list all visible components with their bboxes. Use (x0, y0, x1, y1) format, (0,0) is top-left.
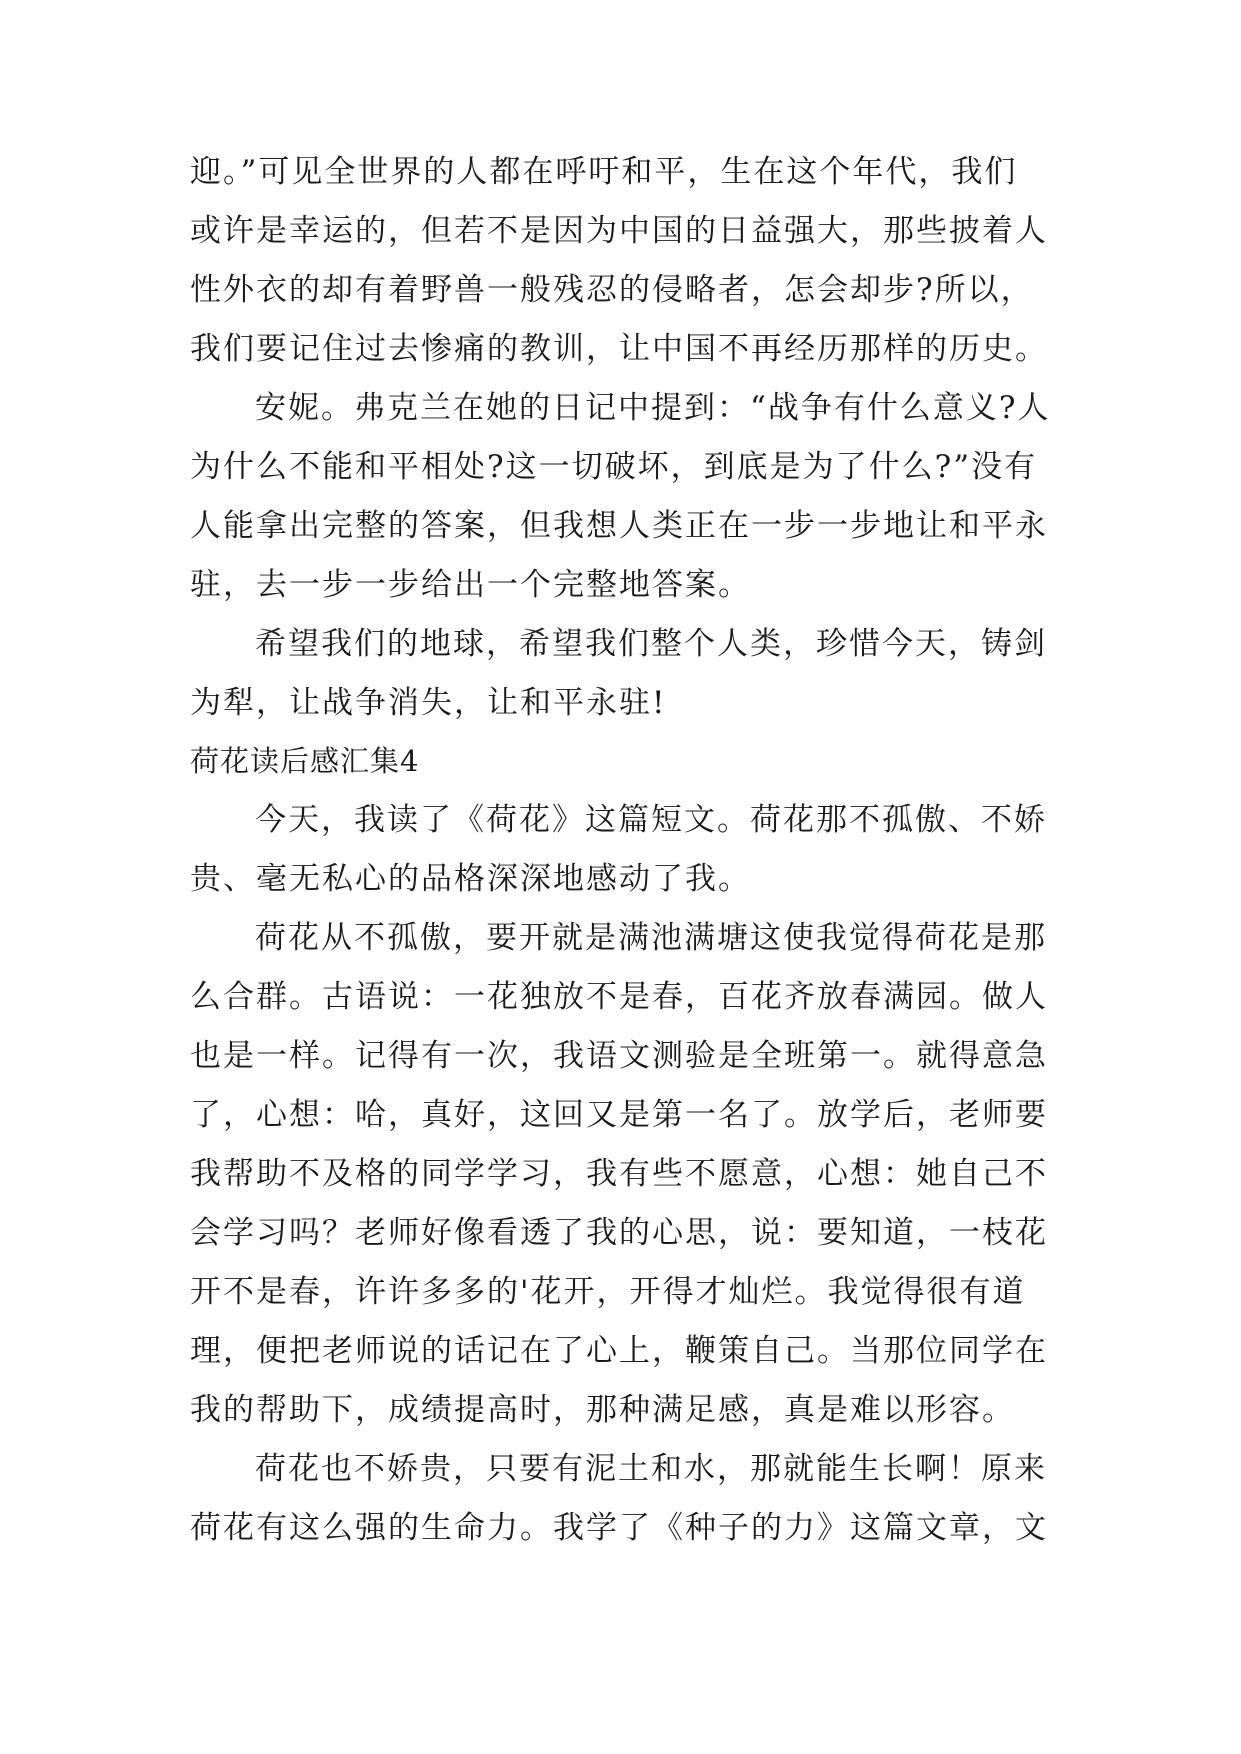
body-text-line: 荷花有这么强的生命力。我学了《种子的力》这篇文章，文 (190, 1510, 1048, 1546)
body-text-line: 理，便把老师说的话记在了心上，鞭策自己。当那位同学在 (190, 1333, 1048, 1369)
body-text-line: 希望我们的地球，希望我们整个人类，珍惜今天，铸剑 (255, 626, 1047, 662)
body-text-line: 性外衣的却有着野兽一般残忍的侵略者，怎会却步?所以， (190, 272, 1034, 308)
body-text-line: 安妮。弗克兰在她的日记中提到：“战争有什么意义?人 (255, 390, 1051, 426)
body-text-line: 为犁，让战争消失，让和平永驻! (190, 685, 667, 721)
body-text-line: 了，心想：哈，真好，这回又是第一名了。放学后，老师要 (190, 1097, 1048, 1133)
body-text-line: 也是一样。记得有一次，我语文测验是全班第一。就得意急 (190, 1038, 1048, 1074)
body-text-line: 或许是幸运的，但若不是因为中国的日益强大，那些披着人 (190, 213, 1048, 249)
body-text-line: 么合群。古语说：一花独放不是春，百花齐放春满园。做人 (190, 979, 1048, 1015)
body-text-line: 今天，我读了《荷花》这篇短文。荷花那不孤傲、不娇 (255, 802, 1047, 838)
body-text-line: 荷花从不孤傲，要开就是满池满塘这使我觉得荷花是那 (255, 920, 1047, 956)
body-text-line: 开不是春，许许多多的'花开，开得才灿烂。我觉得很有道 (190, 1274, 1026, 1310)
body-text-line: 荷花也不娇贵，只要有泥土和水，那就能生长啊！原来 (255, 1451, 1047, 1487)
body-text-line: 驻，去一步一步给出一个完整地答案。 (190, 567, 751, 603)
body-text-line: 会学习吗？老师好像看透了我的心思，说：要知道，一枝花 (190, 1215, 1048, 1251)
body-text-line: 贵、毫无私心的品格深深地感动了我。 (190, 861, 751, 897)
body-text-line: 我们要记住过去惨痛的教训，让中国不再经历那样的历史。 (190, 331, 1048, 367)
body-text-line: 我帮助不及格的同学学习，我有些不愿意，心想：她自己不 (190, 1156, 1048, 1192)
body-text-line: 我的帮助下，成绩提高时，那种满足感，真是难以形容。 (190, 1392, 1015, 1428)
body-text-line: 人能拿出完整的答案，但我想人类正在一步一步地让和平永 (190, 508, 1048, 544)
body-text-line: 为什么不能和平相处?这一切破坏，到底是为了什么?”没有 (190, 449, 1038, 485)
body-text-line: 迎。”可见全世界的人都在呼吁和平，生在这个年代，我们 (190, 154, 1018, 190)
section-heading: 荷花读后感汇集4 (190, 744, 420, 778)
